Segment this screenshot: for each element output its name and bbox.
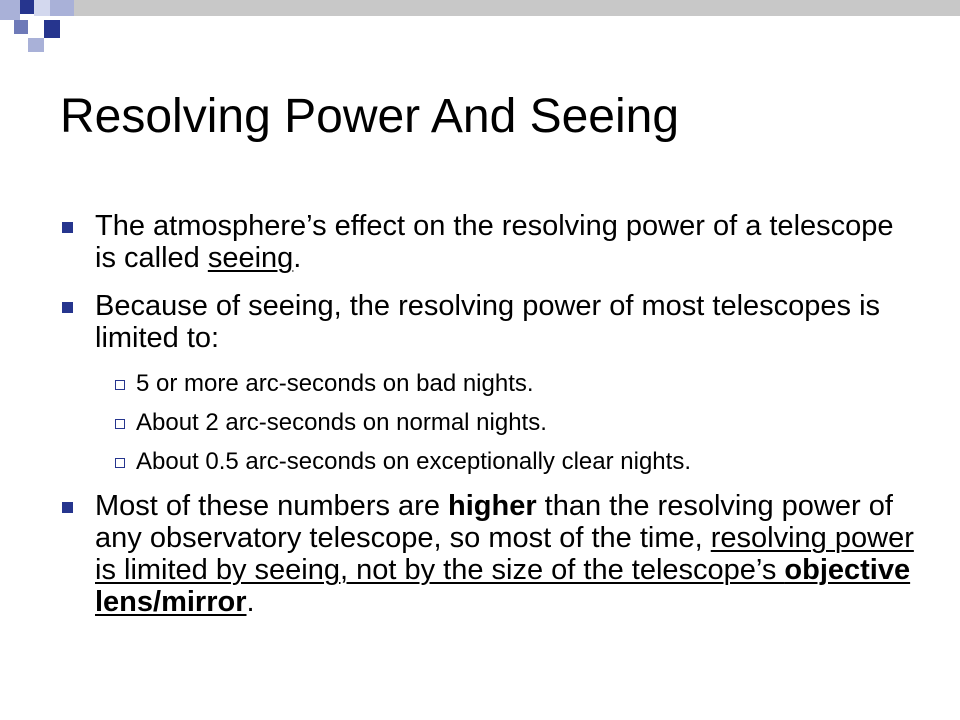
sub-bullet-clear-nights: About 0.5 arc-seconds on exceptionally clear nights.: [115, 448, 920, 476]
square-bullet-icon: [62, 502, 73, 513]
deco-square: [50, 0, 74, 16]
square-bullet-icon: [62, 222, 73, 233]
deco-square: [14, 20, 28, 34]
term-seeing: seeing: [207, 242, 294, 274]
slide-header-decoration: [0, 0, 960, 60]
deco-square: [28, 38, 44, 52]
emphasis-objective-lens-mirror: objective lens/mirror: [95, 554, 911, 618]
square-bullet-icon: [62, 302, 73, 313]
sub-bullet-normal-nights: About 2 arc-seconds on normal nights.: [115, 409, 920, 437]
deco-square: [34, 0, 50, 16]
hollow-square-bullet-icon: [115, 458, 125, 468]
deco-square: [44, 20, 60, 38]
sub-bullet-bad-nights: 5 or more arc-seconds on bad nights.: [115, 370, 920, 398]
underlined-conclusion: resolving power is limited by seeing, not by the size of the telescope’s: [95, 522, 914, 586]
header-bar: [74, 0, 960, 16]
deco-square: [0, 0, 20, 20]
bullet-conclusion: Most of these numbers are higher than the resolving power of any observatory telescope, so most of the time, resolving power is limited by seeing, not by the size of the telescope’s objective lens/mirror.: [60, 490, 920, 618]
slide-body: [60, 210, 920, 634]
hollow-square-bullet-icon: [115, 419, 125, 429]
emphasis-higher: higher: [448, 490, 537, 522]
slide-title: Resolving Power And Seeing: [60, 90, 680, 143]
hollow-square-bullet-icon: [115, 380, 125, 390]
bullet-seeing-limits: Because of seeing, the resolving power of most telescopes is limited to:: [60, 290, 920, 354]
deco-square: [20, 0, 34, 14]
bullet-seeing-definition: The atmosphere’s effect on the resolving power of a telescope is called seeing.: [60, 210, 920, 274]
